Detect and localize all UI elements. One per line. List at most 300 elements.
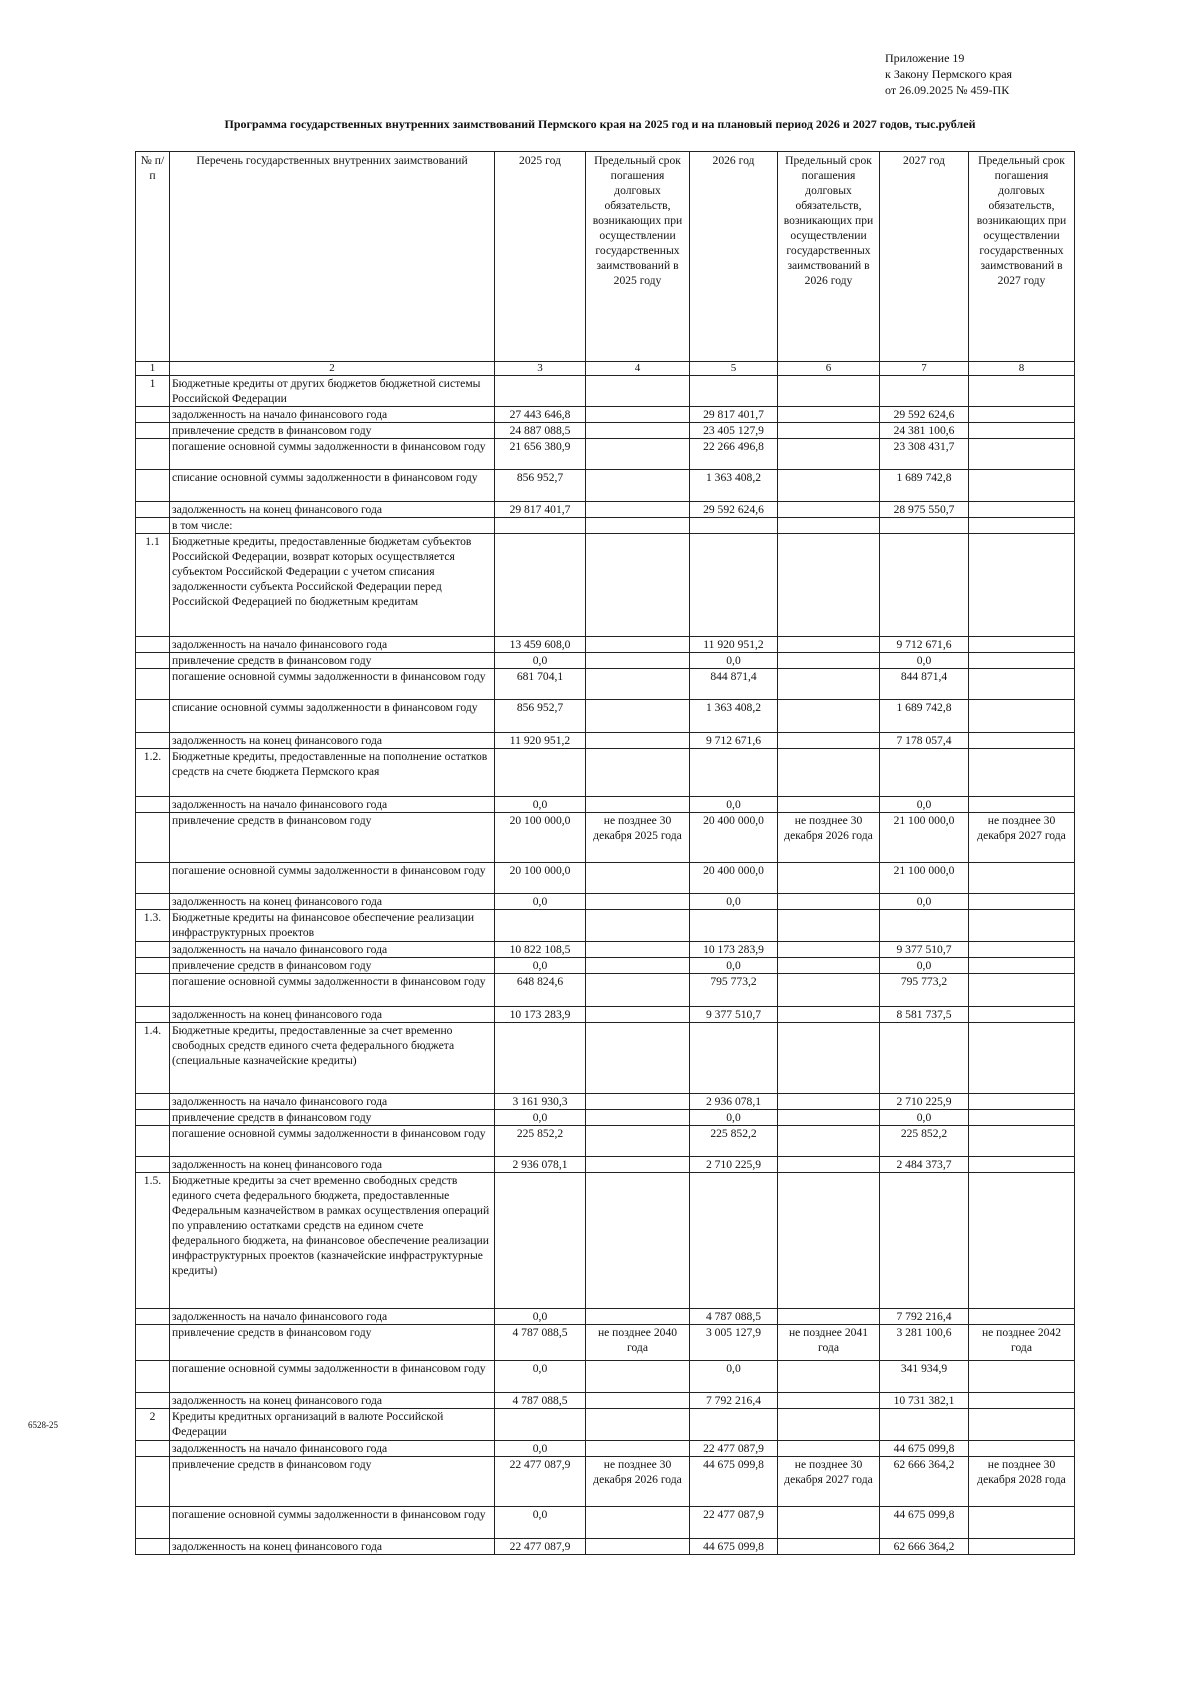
value-2027: 62 666 364,2 [880,1539,969,1555]
annex-block [885,50,1012,98]
term-2025 [586,1507,690,1539]
term-2027 [969,863,1075,894]
term-2026 [778,407,880,423]
row-label: задолженность на начало финансового года [170,942,495,958]
table-row [136,518,1075,534]
row-label: Бюджетные кредиты на финансовое обеспечение реализации инфраструктурных проектов [170,910,495,942]
term-2026 [778,733,880,749]
row-label: Бюджетные кредиты, предоставленные за счет временно свободных средств единого счета федерального бюджета (специальные казначейские кредиты) [170,1023,495,1094]
term-2026: не позднее 30 декабря 2026 года [778,813,880,863]
value-2026: 1 363 408,2 [690,700,778,733]
table-row [136,1309,1075,1325]
table-row [136,894,1075,910]
term-2027 [969,942,1075,958]
row-number [136,1110,170,1126]
row-number: 1 [136,376,170,407]
annex-line-2: к Закону Пермского края [885,67,1013,81]
value-2026: 0,0 [690,894,778,910]
value-2027: 1 689 742,8 [880,470,969,502]
header-list: Перечень государственных внутренних заимствований [170,152,495,362]
term-2026 [778,439,880,470]
value-2026: 0,0 [690,958,778,974]
column-index: 8 [969,362,1075,376]
term-2026 [778,863,880,894]
term-2027 [969,910,1075,942]
value-2026 [690,534,778,637]
row-number [136,407,170,423]
value-2027: 44 675 099,8 [880,1441,969,1457]
value-2025: 4 787 088,5 [495,1325,586,1361]
value-2026: 44 675 099,8 [690,1457,778,1507]
value-2026: 844 871,4 [690,669,778,700]
column-index-row [136,362,1075,376]
term-2027 [969,958,1075,974]
row-label: в том числе: [170,518,495,534]
term-2027 [969,894,1075,910]
term-2025 [586,637,690,653]
value-2027: 21 100 000,0 [880,813,969,863]
table-row [136,1361,1075,1393]
value-2027: 3 281 100,6 [880,1325,969,1361]
term-2026 [778,1094,880,1110]
row-number: 1.3. [136,910,170,942]
table-row [136,1409,1075,1441]
value-2027 [880,749,969,797]
header-2026: 2026 год [690,152,778,362]
value-2026: 29 817 401,7 [690,407,778,423]
term-2025 [586,749,690,797]
term-2025 [586,1157,690,1173]
value-2025: 20 100 000,0 [495,813,586,863]
table-row [136,1007,1075,1023]
term-2026 [778,700,880,733]
table-row [136,376,1075,407]
term-2026 [778,1023,880,1094]
annex-line-3: от 26.09.2025 № 459-ПК [885,83,1010,97]
row-label: задолженность на начало финансового года [170,1441,495,1457]
row-number: 1.4. [136,1023,170,1094]
value-2026: 0,0 [690,797,778,813]
value-2025: 21 656 380,9 [495,439,586,470]
value-2025: 0,0 [495,1361,586,1393]
term-2027 [969,1023,1075,1094]
table-row [136,942,1075,958]
term-2026: не позднее 2041 года [778,1325,880,1361]
term-2026 [778,1441,880,1457]
value-2026 [690,1409,778,1441]
value-2027: 0,0 [880,797,969,813]
row-number [136,502,170,518]
column-index: 6 [778,362,880,376]
value-2025: 24 887 088,5 [495,423,586,439]
row-number [136,1309,170,1325]
value-2026: 795 773,2 [690,974,778,1007]
value-2025: 0,0 [495,1309,586,1325]
value-2025 [495,749,586,797]
table-row [136,1441,1075,1457]
term-2025 [586,700,690,733]
row-label: погашение основной суммы задолженности в финансовом году [170,974,495,1007]
column-index: 3 [495,362,586,376]
term-2025 [586,439,690,470]
row-label: привлечение средств в финансовом году [170,1110,495,1126]
value-2025: 648 824,6 [495,974,586,1007]
row-label: погашение основной суммы задолженности в финансовом году [170,863,495,894]
table-row [136,1110,1075,1126]
term-2025 [586,1007,690,1023]
row-label: задолженность на конец финансового года [170,733,495,749]
value-2027 [880,910,969,942]
term-2025 [586,863,690,894]
row-label: привлечение средств в финансовом году [170,1325,495,1361]
term-2027 [969,470,1075,502]
value-2027: 2 484 373,7 [880,1157,969,1173]
row-number [136,423,170,439]
table-row [136,637,1075,653]
value-2026: 22 477 087,9 [690,1441,778,1457]
value-2027 [880,376,969,407]
value-2025 [495,1409,586,1441]
table-row [136,423,1075,439]
row-number [136,518,170,534]
value-2027: 21 100 000,0 [880,863,969,894]
table-row [136,813,1075,863]
value-2026: 10 173 283,9 [690,942,778,958]
value-2025: 0,0 [495,653,586,669]
row-number [136,1126,170,1157]
term-2025: не позднее 30 декабря 2026 года [586,1457,690,1507]
term-2027 [969,1007,1075,1023]
row-label: привлечение средств в финансовом году [170,958,495,974]
value-2027: 795 773,2 [880,974,969,1007]
row-label: привлечение средств в финансовом году [170,1457,495,1507]
table-body [136,376,1075,1555]
value-2026: 7 792 216,4 [690,1393,778,1409]
table-row [136,974,1075,1007]
term-2025 [586,910,690,942]
row-label: задолженность на начало финансового года [170,797,495,813]
value-2026: 9 377 510,7 [690,1007,778,1023]
value-2025: 0,0 [495,958,586,974]
term-2027 [969,1539,1075,1555]
term-2026 [778,1309,880,1325]
term-2026 [778,1409,880,1441]
row-label: Бюджетные кредиты за счет временно свободных средств единого счета федерального бюджета, предоставленные Федеральным казначейством в рамках осуществления операций по управлению остатками средств на едином счете федерального бюджета, на финансовое обеспечение реализации инфраструктурных проектов (казначейские инфраструктурные кредиты) [170,1173,495,1309]
term-2027 [969,534,1075,637]
row-label: задолженность на начало финансового года [170,1309,495,1325]
value-2027 [880,518,969,534]
term-2026 [778,974,880,1007]
row-number [136,1457,170,1507]
value-2026: 1 363 408,2 [690,470,778,502]
row-number [136,1094,170,1110]
header-2025: 2025 год [495,152,586,362]
term-2025: не позднее 30 декабря 2025 года [586,813,690,863]
term-2027 [969,1157,1075,1173]
value-2025: 27 443 646,8 [495,407,586,423]
row-number [136,653,170,669]
column-index: 5 [690,362,778,376]
value-2025: 22 477 087,9 [495,1539,586,1555]
term-2025 [586,958,690,974]
table-row [136,439,1075,470]
value-2026: 23 405 127,9 [690,423,778,439]
value-2026: 9 712 671,6 [690,733,778,749]
value-2025: 10 822 108,5 [495,942,586,958]
term-2025 [586,974,690,1007]
term-2027 [969,1094,1075,1110]
value-2025: 4 787 088,5 [495,1393,586,1409]
value-2025: 3 161 930,3 [495,1094,586,1110]
row-number [136,942,170,958]
value-2025: 0,0 [495,1441,586,1457]
row-number [136,1507,170,1539]
term-2027 [969,1441,1075,1457]
value-2025: 856 952,7 [495,700,586,733]
term-2025 [586,669,690,700]
table-row [136,1023,1075,1094]
term-2027 [969,1173,1075,1309]
row-label: задолженность на начало финансового года [170,407,495,423]
term-2025 [586,894,690,910]
column-index: 4 [586,362,690,376]
value-2026 [690,749,778,797]
table-row [136,502,1075,518]
value-2025 [495,376,586,407]
borrowing-program-table [135,151,1075,1555]
term-2026: не позднее 30 декабря 2027 года [778,1457,880,1507]
value-2027: 8 581 737,5 [880,1007,969,1023]
term-2025 [586,653,690,669]
value-2027: 9 712 671,6 [880,637,969,653]
row-label: списание основной суммы задолженности в финансовом году [170,470,495,502]
row-label: Бюджетные кредиты, предоставленные бюджетам субъектов Российской Федерации, возврат которых осуществляется субъектом Российской Федерации с учетом списания задолженности субъекта Российской Федерации перед Российской Федерацией по бюджетным кредитам [170,534,495,637]
value-2026: 2 710 225,9 [690,1157,778,1173]
table-row [136,534,1075,637]
table-row [136,1507,1075,1539]
row-number: 1.5. [136,1173,170,1309]
term-2027 [969,1126,1075,1157]
value-2026: 4 787 088,5 [690,1309,778,1325]
term-2026 [778,1173,880,1309]
row-label: Кредиты кредитных организаций в валюте Российской Федерации [170,1409,495,1441]
term-2025 [586,518,690,534]
table-row [136,653,1075,669]
value-2025 [495,534,586,637]
row-number [136,439,170,470]
row-label: задолженность на конец финансового года [170,894,495,910]
header-num: № п/п [136,152,170,362]
term-2025 [586,733,690,749]
row-number [136,958,170,974]
row-label: погашение основной суммы задолженности в финансовом году [170,1126,495,1157]
value-2025 [495,518,586,534]
row-label: привлечение средств в финансовом году [170,423,495,439]
row-label: погашение основной суммы задолженности в финансовом году [170,1361,495,1393]
value-2026: 22 266 496,8 [690,439,778,470]
term-2025 [586,797,690,813]
term-2027 [969,669,1075,700]
term-2027 [969,407,1075,423]
annex-line-1: Приложение 19 [885,51,965,65]
table-row [136,470,1075,502]
column-index: 2 [170,362,495,376]
term-2025 [586,1361,690,1393]
value-2026: 225 852,2 [690,1126,778,1157]
term-2026 [778,376,880,407]
term-2025 [586,1173,690,1309]
term-2025 [586,1309,690,1325]
term-2026 [778,1507,880,1539]
term-2025 [586,1409,690,1441]
term-2027 [969,1393,1075,1409]
term-2027 [969,1409,1075,1441]
term-2027 [969,749,1075,797]
row-label: привлечение средств в финансовом году [170,813,495,863]
term-2026 [778,669,880,700]
value-2027: 0,0 [880,894,969,910]
value-2026: 0,0 [690,1361,778,1393]
row-label: погашение основной суммы задолженности в финансовом году [170,1507,495,1539]
table-row [136,1094,1075,1110]
table-row [136,1457,1075,1507]
value-2026 [690,376,778,407]
value-2027: 44 675 099,8 [880,1507,969,1539]
value-2026: 29 592 624,6 [690,502,778,518]
row-label: Бюджетные кредиты, предоставленные на пополнение остатков средств на счете бюджета Пермского края [170,749,495,797]
row-label: задолженность на начало финансового года [170,637,495,653]
row-label: задолженность на конец финансового года [170,502,495,518]
row-number [136,470,170,502]
term-2025 [586,470,690,502]
value-2025: 0,0 [495,894,586,910]
row-number: 2 [136,1409,170,1441]
value-2026: 3 005 127,9 [690,1325,778,1361]
term-2025 [586,942,690,958]
value-2025 [495,1173,586,1309]
term-2025 [586,1110,690,1126]
row-number [136,797,170,813]
value-2026 [690,910,778,942]
term-2026 [778,653,880,669]
term-2026 [778,749,880,797]
row-label: задолженность на конец финансового года [170,1539,495,1555]
row-label: погашение основной суммы задолженности в финансовом году [170,669,495,700]
header-term-2027: Предельный срок погашения долговых обязательств, возникающих при осуществлении государственных заимствований в 2027 году [969,152,1075,362]
value-2027 [880,1023,969,1094]
value-2026: 2 936 078,1 [690,1094,778,1110]
table-row [136,1325,1075,1361]
value-2027: 7 792 216,4 [880,1309,969,1325]
term-2026 [778,518,880,534]
term-2027 [969,439,1075,470]
value-2025: 22 477 087,9 [495,1457,586,1507]
value-2027: 1 689 742,8 [880,700,969,733]
table-row [136,958,1075,974]
row-number: 1.1 [136,534,170,637]
value-2025: 681 704,1 [495,669,586,700]
row-label: задолженность на начало финансового года [170,1094,495,1110]
value-2026: 20 400 000,0 [690,863,778,894]
term-2027 [969,653,1075,669]
term-2026 [778,1361,880,1393]
row-number [136,700,170,733]
value-2026: 22 477 087,9 [690,1507,778,1539]
term-2025 [586,376,690,407]
value-2026 [690,1023,778,1094]
value-2025 [495,910,586,942]
value-2026 [690,1173,778,1309]
term-2027 [969,700,1075,733]
value-2025: 0,0 [495,1507,586,1539]
value-2026: 0,0 [690,1110,778,1126]
value-2027 [880,534,969,637]
table-row [136,1393,1075,1409]
row-number [136,813,170,863]
term-2027 [969,502,1075,518]
term-2026 [778,1126,880,1157]
term-2026 [778,942,880,958]
document-title: Программа государственных внутренних заимствований Пермского края на 2025 год и на плановый период 2026 и 2027 годов, тыс.рублей [224,117,976,131]
term-2026 [778,1157,880,1173]
term-2025 [586,1094,690,1110]
term-2026 [778,423,880,439]
term-2026 [778,894,880,910]
header-term-2026: Предельный срок погашения долговых обязательств, возникающих при осуществлении государственных заимствований в 2026 году [778,152,880,362]
value-2027: 24 381 100,6 [880,423,969,439]
row-number [136,669,170,700]
table-row [136,797,1075,813]
value-2025: 13 459 608,0 [495,637,586,653]
column-index: 1 [136,362,170,376]
table-row [136,863,1075,894]
term-2025 [586,1393,690,1409]
term-2027 [969,1507,1075,1539]
table-row [136,1126,1075,1157]
term-2025 [586,1126,690,1157]
value-2025: 856 952,7 [495,470,586,502]
term-2026 [778,637,880,653]
value-2026 [690,518,778,534]
value-2027 [880,1173,969,1309]
value-2027: 9 377 510,7 [880,942,969,958]
term-2026 [778,1007,880,1023]
row-number [136,1007,170,1023]
term-2026 [778,1539,880,1555]
row-number [136,1441,170,1457]
value-2027: 225 852,2 [880,1126,969,1157]
table-row [136,749,1075,797]
term-2027: не позднее 30 декабря 2027 года [969,813,1075,863]
column-index: 7 [880,362,969,376]
term-2027 [969,423,1075,439]
term-2026 [778,470,880,502]
value-2027: 341 934,9 [880,1361,969,1393]
term-2026 [778,910,880,942]
row-number [136,1157,170,1173]
term-2027: не позднее 30 декабря 2028 года [969,1457,1075,1507]
term-2027 [969,733,1075,749]
value-2027 [880,1409,969,1441]
value-2025: 225 852,2 [495,1126,586,1157]
value-2027: 10 731 382,1 [880,1393,969,1409]
table-row [136,1173,1075,1309]
value-2027: 29 592 624,6 [880,407,969,423]
term-2026 [778,502,880,518]
table-row [136,669,1075,700]
term-2025 [586,407,690,423]
row-label: привлечение средств в финансовом году [170,653,495,669]
